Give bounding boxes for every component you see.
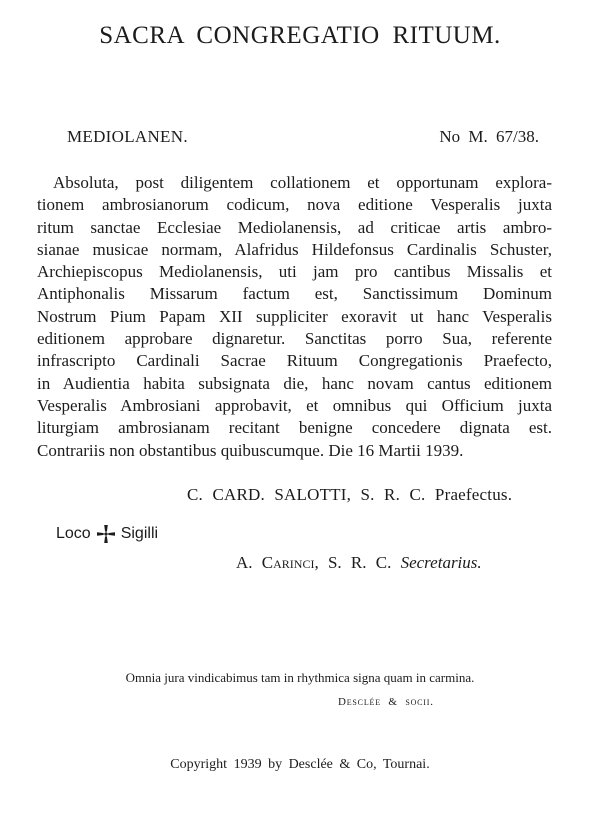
signature-secretary (236, 553, 482, 573)
decree-line: Archiepiscopus Mediolanensis, uti jam pro cantibus Missalis et (37, 262, 552, 282)
rights-notice: Omnia jura vindicabimus tam in rhythmica signa quam in carmina. (125, 670, 475, 685)
seal-placeholder (56, 525, 158, 543)
decree-line: Vesperalis Ambrosiani approbavit, et omnibus qui Officium juxta (37, 395, 552, 415)
seal-label-right: Sigilli (120, 525, 159, 542)
copyright-line: Copyright 1939 by Desclée & Co, Tournai. (170, 757, 430, 772)
decree-line: Absoluta, post diligentem collationem et opportunam explora- (53, 173, 552, 192)
cross-pattee-icon (97, 525, 115, 543)
seal-label-left: Loco (56, 525, 91, 542)
decree-line: tionem ambrosianorum codicum, nova editione Vesperalis juxta (37, 195, 552, 215)
decree-line: editionem approbare dignaretur. Sanctitas porro Sua, referente (37, 329, 552, 349)
secretary-initial: A. (236, 553, 253, 572)
decree-line: Contrariis non obstantibus quibuscumque. Die 16 Martii 1939. (37, 440, 464, 460)
decree-line: infrascripto Cardinali Sacrae Rituum Congregationis Praefecto, (37, 351, 552, 371)
decree-line: Nostrum Pium Papam XII suppliciter exoravit ut hanc Vesperalis (37, 306, 552, 326)
decree-line: ritum sanctae Ecclesiae Mediolanensis, ad criticae artis ambro- (37, 217, 552, 237)
secretary-name: Carinci, (261, 553, 319, 572)
decree-body (37, 172, 552, 462)
signature-prefect: C. CARD. SALOTTI, S. R. C. Praefectus. (187, 485, 513, 504)
diocese-label: MEDIOLANEN. (67, 127, 188, 146)
decree-line: sianae musicae normam, Alafridus Hildefonsus Cardinalis Schuster, (37, 239, 552, 259)
secretary-role: Secretarius. (400, 553, 482, 572)
decree-line: in Audientia habita subsignata die, hanc novam cantus editionem (37, 373, 552, 393)
secretary-suffix: S. R. C. (327, 553, 392, 572)
page-title: SACRA CONGREGATIO RITUUM. (99, 22, 501, 49)
publisher-note: Desclée & socii. (338, 696, 434, 708)
reference-row (67, 127, 547, 151)
protocol-number: No M. 67/38. (439, 127, 539, 146)
decree-line: Antiphonalis Missarum factum est, Sanctissimum Dominum (37, 284, 552, 304)
decree-line: liturgiam ambrosianam recitant benigne concedere dignata est. (37, 418, 552, 438)
